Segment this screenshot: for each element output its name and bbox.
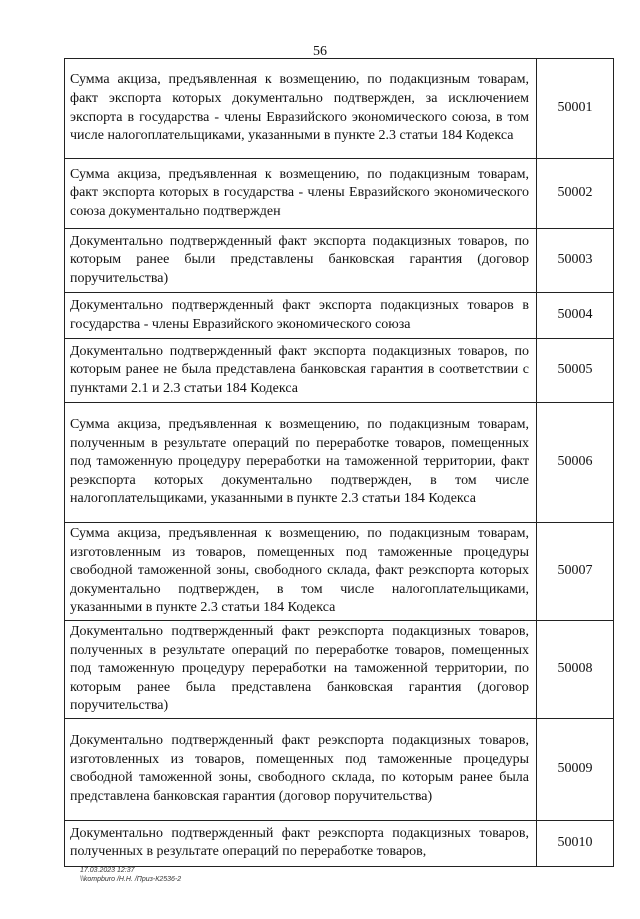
- row-code: 50005: [537, 339, 614, 403]
- page-number: 56: [313, 44, 327, 59]
- row-description: Сумма акциза, предъявленная к возмещению, по подакцизным товарам, факт экспорта которых в государства - члены Евразийского экономического союза документально подтвержден: [65, 159, 537, 229]
- table-row: [65, 523, 614, 621]
- table-row: [65, 820, 614, 866]
- row-code: 50009: [537, 718, 614, 820]
- row-description: Сумма акциза, предъявленная к возмещению, по подакцизным товарам, полученным в результате операций по переработке товаров, помещенных под таможенную процедуру переработки на таможенной территории, факт реэкспорта которых документально подтвержден, в том числе налогоплательщиками, указанными в пункте 2.3 статьи 184 Кодекса: [65, 403, 537, 523]
- table-row: [65, 718, 614, 820]
- row-description: Документально подтвержденный факт экспорта подакцизных товаров, по которым ранее не была представлена банковская гарантия в соответствии с пунктами 2.1 и 2.3 статьи 184 Кодекса: [65, 339, 537, 403]
- table-row: [65, 159, 614, 229]
- stamp-doc-ref: \\kompburo /Н.Н. /Приз-К2536-2: [80, 876, 182, 883]
- stamp-timestamp: 17.03.2023 12:37: [80, 867, 135, 874]
- row-description: Документально подтвержденный факт реэкспорта подакцизных товаров, полученных в результате операций по переработке товаров, помещенных под таможенную процедуру переработки на таможенной территории, по которым ранее была представлена банковская гарантия (договор поручительства): [65, 620, 537, 718]
- row-description: Сумма акциза, предъявленная к возмещению, по подакцизным товарам, изготовленным из товаров, помещенных под таможенные процедуры свободной таможенной зоны, свободного склада, факт реэкспорта которых документально подтвержден, в том числе налогоплательщиками, указанными в пункте 2.3 статьи 184 Кодекса: [65, 523, 537, 621]
- row-description: Документально подтвержденный факт экспорта подакцизных товаров, по которым ранее были представлены банковская гарантия (договор поручительства): [65, 229, 537, 293]
- row-code: 50006: [537, 403, 614, 523]
- table-row: [65, 403, 614, 523]
- document-stamp: [80, 866, 181, 884]
- row-description: Сумма акциза, предъявленная к возмещению, по подакцизным товарам, факт экспорта которых документально подтвержден, за исключением экспорта в государства - члены Евразийского экономического союза, в том числе налогоплательщиками, указанными в пункте 2.3 статьи 184 Кодекса: [65, 59, 537, 159]
- row-code: 50007: [537, 523, 614, 621]
- table-row: [65, 293, 614, 339]
- row-code: 50010: [537, 820, 614, 866]
- row-code: 50001: [537, 59, 614, 159]
- row-description: Документально подтвержденный факт реэкспорта подакцизных товаров, изготовленных из товаров, помещенных под таможенные процедуры свободной таможенной зоны, свободного склада, по которым ранее была представлена банковская гарантия (договор поручительства): [65, 718, 537, 820]
- row-code: 50004: [537, 293, 614, 339]
- row-code: 50002: [537, 159, 614, 229]
- row-code: 50008: [537, 620, 614, 718]
- table-row: [65, 339, 614, 403]
- table-row: [65, 620, 614, 718]
- table-row: [65, 229, 614, 293]
- codes-table: [64, 58, 614, 867]
- row-code: 50003: [537, 229, 614, 293]
- table-row: [65, 59, 614, 159]
- row-description: Документально подтвержденный факт экспорта подакцизных товаров в государства - члены Евразийского экономического союза: [65, 293, 537, 339]
- row-description: Документально подтвержденный факт реэкспорта подакцизных товаров, полученных в результате операций по переработке товаров,: [65, 820, 537, 866]
